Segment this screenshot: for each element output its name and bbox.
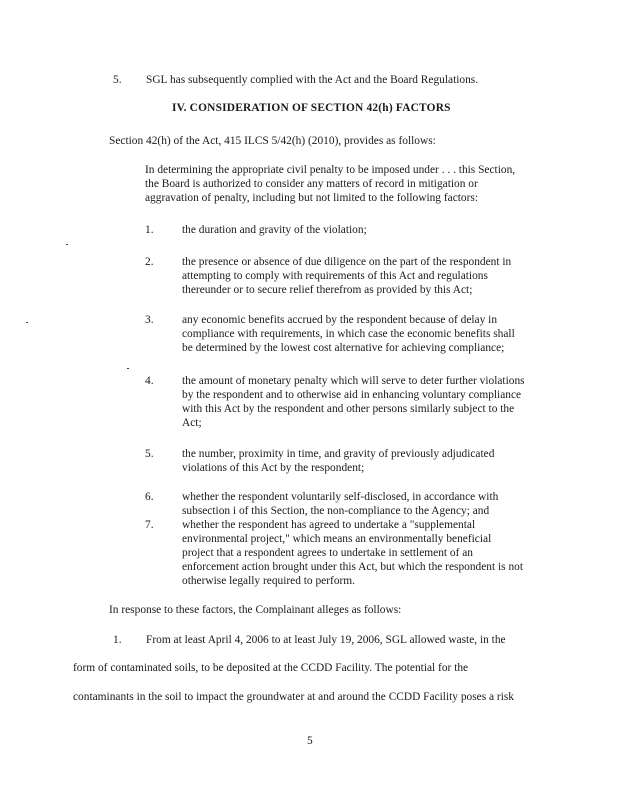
factor-text (182, 374, 525, 430)
factor-line: by the respondent and to otherwise aid in enhancing voluntary compliance (182, 389, 522, 401)
factor-line: the presence or absence of due diligence on the part of the respondent in (182, 256, 512, 268)
factor-line: enforcement action brought under this Act, but which the respondent is not (182, 561, 524, 573)
factor-number: 2. (145, 256, 154, 268)
factor-line: subsection i of this Section, the non-compliance to the Agency; and (182, 505, 490, 517)
factor-text (182, 518, 523, 588)
factor-line: attempting to comply with requirements of this Act and regulations (182, 270, 488, 282)
factor-line: project that a respondent agrees to undertake in settlement of an (182, 547, 473, 559)
quote-line: the Board is authorized to consider any matters of record in mitigation or (145, 178, 478, 190)
factor-line: any economic benefits accrued by the respondent because of delay in (182, 314, 498, 326)
response-line: From at least April 4, 2006 to at least July 19, 2006, SGL allowed waste, in the (146, 634, 506, 646)
scan-speck (66, 244, 68, 245)
response-line: form of contaminated soils, to be deposited at the CCDD Facility. The potential for the (73, 662, 469, 674)
factor-line: the amount of monetary penalty which will serve to deter further violations (182, 375, 525, 387)
factor-line: Act; (182, 417, 202, 429)
quote-block (145, 163, 515, 205)
factor-text (182, 313, 515, 355)
factor-number: 4. (145, 375, 154, 387)
intro-text: Section 42(h) of the Act, 415 ILCS 5/42(h) (2010), provides as follows: (109, 135, 436, 147)
factor-line: whether the respondent has agreed to undertake a "supplemental (182, 519, 476, 531)
factor-number: 1. (145, 224, 154, 236)
factor-text (182, 490, 498, 518)
factor-number: 7. (145, 519, 154, 531)
response-line: contaminants in the soil to impact the groundwater at and around the CCDD Facility poses a risk (73, 691, 514, 703)
top-item-text: SGL has subsequently complied with the Act and the Board Regulations. (146, 74, 479, 86)
scan-speck (26, 322, 28, 323)
factor-line: be determined by the lowest cost alternative for achieving compliance; (182, 342, 505, 354)
factor-line: violations of this Act by the respondent; (182, 462, 365, 474)
factor-line: environmental project," which means an environmentally beneficial (182, 533, 492, 545)
quote-line: In determining the appropriate civil penalty to be imposed under . . . this Section, (145, 164, 516, 176)
factor-text (182, 223, 367, 237)
factor-text (182, 255, 511, 297)
scan-speck (127, 368, 129, 369)
response-item-number: 1. (113, 634, 122, 646)
section-heading: IV. CONSIDERATION OF SECTION 42(h) FACTORS (172, 102, 451, 114)
factor-line: the duration and gravity of the violation; (182, 224, 367, 236)
factor-line: compliance with requirements, in which case the economic benefits shall (182, 328, 515, 340)
factor-number: 3. (145, 314, 154, 326)
factor-text (182, 447, 494, 475)
factor-line: whether the respondent voluntarily self-disclosed, in accordance with (182, 491, 499, 503)
factor-line: with this Act by the respondent and other persons similarly subject to the (182, 403, 515, 415)
factor-number: 6. (145, 491, 154, 503)
response-intro: In response to these factors, the Complainant alleges as follows: (109, 604, 402, 616)
factor-line: the number, proximity in time, and gravity of previously adjudicated (182, 448, 495, 460)
factor-line: otherwise legally required to perform. (182, 575, 356, 587)
page-number: 5 (307, 735, 313, 747)
top-item-number: 5. (113, 74, 122, 86)
factor-number: 5. (145, 448, 154, 460)
factor-line: thereunder or to secure relief therefrom as provided by this Act; (182, 284, 473, 296)
quote-line: aggravation of penalty, including but not limited to the following factors: (145, 192, 478, 204)
